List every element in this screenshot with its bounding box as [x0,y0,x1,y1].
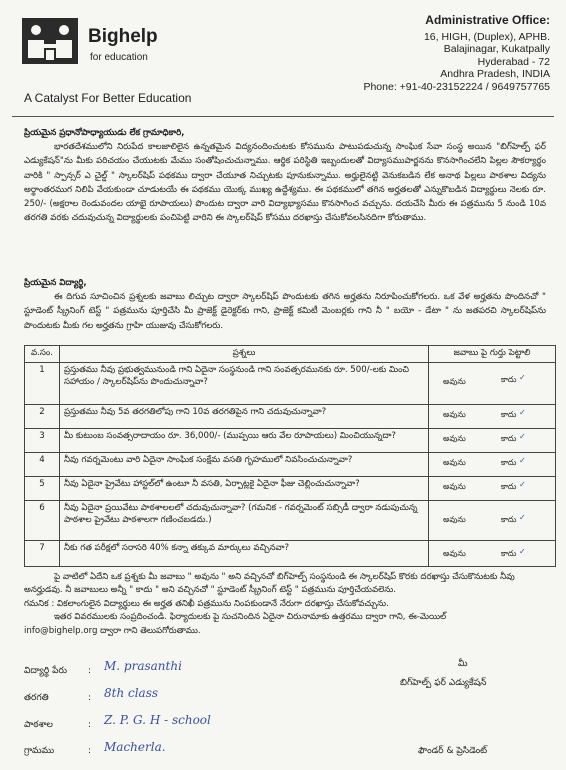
table-row [25,501,556,541]
table-row [25,453,556,477]
office-line: 16, HIGH, (Duplex), APHB. [423,30,550,43]
bighelp-logo-icon [22,18,78,64]
colon: : [88,746,92,756]
footer-line: ఇతర వివరములకు సంప్రదించండి. ఫిర్యాదులకు పై సుచనిందిన ఏదైనా చిరునామాకు ఉత్తరము ద్వారా గాని, ఈ-మెయిల్ [54,612,447,623]
col-header-answer: జవాబు పై గుర్తు పెట్టాలి [429,346,556,363]
salutation-headmaster: ప్రియమైన ప్రధానోపాధ్యాయుడు లేక గ్రామాధికారి, [24,128,185,138]
footer-line: పై వాటిలో ఏదేని ఒక ప్రశ్నకు మీ జవాబు " అవును " అని వచ్చినచో బిగ్‌హెల్ప్ సంస్థనుండి ఈ స్కాలర్‌షిప్ కొరకు దరఖాస్తు చేసుకొనుటకు నీవు అనర్హుడవు. నీ జవాబులు అన్నీ " కాదు " అని వచ్చినచో " స్టూడెంట్ స్క్రీనింగ్ టెస్ట్ " పత్రమును పూర్తిచేయవలెను. [24,572,515,596]
row-question: ప్రస్తుతము నీవు 5వ తరగతిలోపు గాని 10వ తరగతిపైన గాని చదువుచున్నావా? [60,405,429,429]
yes-option[interactable]: అవును [443,458,466,467]
colon: : [88,720,92,730]
table-row [25,429,556,453]
answer-cell[interactable] [429,405,556,429]
intro-paragraph: భారతదేశములోని నిరుపేద కాలజాలిలైన ఉన్నతమైన విద్యనందించుటకు కోసమును పాటుపడుచున్న సాంఘిక సేవా సంస్థ అయిన "బిగ్‌హెల్ప్ ఫర్ ఎడ్యుకేషన్"ను మీకు పరిచయం చేయుటకు మేము సంతోషించుచున్నాము. ఆర్థిక పరిస్థితి ఇబ్బందులతో విద్యాసముపార్జనను కొనసాగించలేని పిల్లల సౌకర్యార్థం వారికి " స్పాన్సర్ ఎ చైల్డ్ " స్కాలర్‌షిప్ పథకము ద్వారా చేయూత నిచ్చుటకు పూనుకున్నాము. అర్హులైనట్టి వెనుకబడిన లేక అనాథ పిల్లలు పాఠశాల విద్యను అర్థాంతరముగ నిలిపి వేయకుండా చూడుటయే ఈ పథకము యొక్క ముఖ్య ఉద్దేశ్యము. ఈ పథకములో తగిన అర్హతలతో ఎన్నుకొబడిన విద్యార్థులు నెలకు రూ. 250/- (అక్షరాల రెండువందల యాభై రూపాయలు) పొందుట ద్వారా వారి విద్యాభ్యాసము కొనసాగించ వచ్చును. దయచేసి మీరు ఈ పత్రమును 5 నుండి 10వ తరగతి వరకు చదువుచున్న విద్యార్థులకు పంచిపెట్టి వారిని ఈ స్కాలర్‌షిప్ కోసము దరఖాస్తు చేసుకోవలసినదిగా కోరుతాము. [24,142,546,224]
answer-cell[interactable] [429,501,556,541]
school-value[interactable]: Z. P. G. H - school [104,713,211,727]
row-number: 3 [25,429,60,453]
tick-mark-icon: ✓ [519,547,526,556]
row-question: మీ కుటుంబ సంవత్సరాదాయం రూ. 36,000/- (ముప్పయి ఆరు వేల రూపాయలు) మించియున్నదా? [60,429,429,453]
row-number: 6 [25,501,60,541]
office-line: Andhra Pradesh, INDIA [440,68,550,81]
brand-name: Bighelp [88,26,158,47]
row-number: 4 [25,453,60,477]
school-label: పాఠశాల [24,720,53,730]
tick-mark-icon: ✓ [519,480,526,489]
tick-mark-icon: ✓ [519,373,526,382]
class-label: తరగతి [24,693,49,703]
colon: : [88,666,92,676]
office-phone: Phone: +91-40-23152224 / 9649757765 [363,80,550,93]
tick-mark-icon: ✓ [519,408,526,417]
salutation-student: ప్రియమైన విద్యార్థి, [24,278,87,288]
office-address [363,14,550,94]
table-row [25,363,556,405]
row-number: 2 [25,405,60,429]
row-question: నీవు ఏదైనా ప్రైవేటు హాస్టల్‌లో ఉంటూ నీ వసతి, ఏర్పాట్లకై ఏదైనా ఫీజు చెల్లించుచున్నావా? [60,477,429,501]
answer-cell[interactable] [429,453,556,477]
signature-org: బిగ్‌హెల్ప్ ఫర్ ఎడ్యుకేషన్ [400,678,487,688]
footer-email: info@bighelp.org ద్వారా గాని తెలుపగోరుతాము. [24,625,201,636]
student-intro [24,276,546,333]
colon: : [88,693,92,703]
row-question: నీకు గత పరీక్షలో సరాసరి 40% కన్నా తక్కువ మార్కులు వచ్చినవా? [60,541,429,567]
col-header-number: వ.సం. [25,346,60,363]
questions-table [24,345,556,567]
col-header-question: ప్రశ్నలు [60,346,429,363]
yes-option[interactable]: అవును [443,434,466,443]
yes-option[interactable]: అవును [443,482,466,491]
class-value[interactable]: 8th class [104,686,159,700]
tick-mark-icon: ✓ [519,513,526,522]
brand-subtitle: for education [90,52,148,63]
no-option[interactable]: కాదు [501,515,517,524]
signature-title: ఫౌండర్ & ప్రెసిడెంట్ [418,746,488,756]
letter-intro [24,126,546,225]
row-question: ప్రస్తుతము నీవు ప్రభుత్వమునుండి గాని ఏదైనా సంస్థనుండి గాని సంవత్సరమునకు రూ. 500/-లకు మించి సహాయం / స్కాలర్‌షిప్‌ను పొందుచున్నావా? [60,363,429,405]
tick-mark-icon: ✓ [519,432,526,441]
answer-cell[interactable] [429,363,556,405]
table-row [25,477,556,501]
no-option[interactable]: కాదు [501,410,517,419]
table-row [25,541,556,567]
no-option[interactable]: కాదు [501,434,517,443]
row-number: 1 [25,363,60,405]
tagline: A Catalyst For Better Education [24,91,192,105]
office-line: Hyderabad - 72 [477,55,550,68]
row-question: నీవు గవర్నమెంటు వారి ఏదైనా సాంఘిక సంక్షేమ వసతి గృహములో నివసించుచున్నావా? [60,453,429,477]
table-header-row [25,346,556,363]
yes-option[interactable]: అవును [443,515,466,524]
answer-cell[interactable] [429,541,556,567]
answer-cell[interactable] [429,429,556,453]
office-title: Administrative Office: [425,13,550,27]
student-paragraph: ఈ దిగువ సూచించిన ప్రశ్నలకు జవాబు లిచ్చుట ద్వారా స్కాలర్‌షిప్ పొందుటకు తగిన అర్హతను నిరూపించుకోగలరు. ఒక వేళ అర్హతను పొందినచో " స్టూడెంట్ స్క్రీనింగ్ టెస్ట్ " పత్రమును పూర్తిచేసి మీ ప్రాజెక్ట్ డైరెక్టర్‌కు గాని, ప్రాజెక్ట్ కమిటీ మెంబర్లకు గాని నీ " బయో - డేటా " ను జతపరచి స్కాలర్‌షిప్‌ను పొందుటకు మీకు గల అర్హతను గ్రాహి యుజువు చేసుకోగలరు. [24,292,546,331]
row-question: నీవు ఏదైనా ప్రయివేటు పాఠశాలలలో చదువుచున్నావా? (గమనిక - గవర్నమెంట్ సబ్సిడీ ద్వారా నడుపుచున్న పాఠశాల ప్రైవేటు పాఠశాలగా గణించబడదు.) [60,501,429,541]
row-number: 5 [25,477,60,501]
footer-note: గమనిక : వికలాంగులైన విద్యార్థులు ఈ అర్హత తనిఖీ పత్రమును నింపకుండానే నేరుగా దరఖాస్తు చేసుకోవచ్చును. [24,598,389,609]
student-name-value[interactable]: M. prasanthi [104,659,182,673]
no-option[interactable]: కాదు [501,375,517,384]
header-divider [12,116,554,117]
village-value[interactable]: Macherla. [104,740,166,754]
answer-cell[interactable] [429,477,556,501]
footer-notes [24,571,546,638]
yes-option[interactable]: అవును [443,549,466,558]
no-option[interactable]: కాదు [501,458,517,467]
no-option[interactable]: కాదు [501,549,517,558]
yes-option[interactable]: అవును [443,377,466,386]
signature-yours: మీ [458,659,468,669]
tick-mark-icon: ✓ [519,456,526,465]
office-line: Balajinagar, Kukatpally [443,43,550,56]
row-number: 7 [25,541,60,567]
village-label: గ్రామము [24,746,55,756]
student-name-label: విద్యార్థి పేరు [24,666,67,676]
table-row [25,405,556,429]
yes-option[interactable]: అవును [443,410,466,419]
no-option[interactable]: కాదు [501,482,517,491]
